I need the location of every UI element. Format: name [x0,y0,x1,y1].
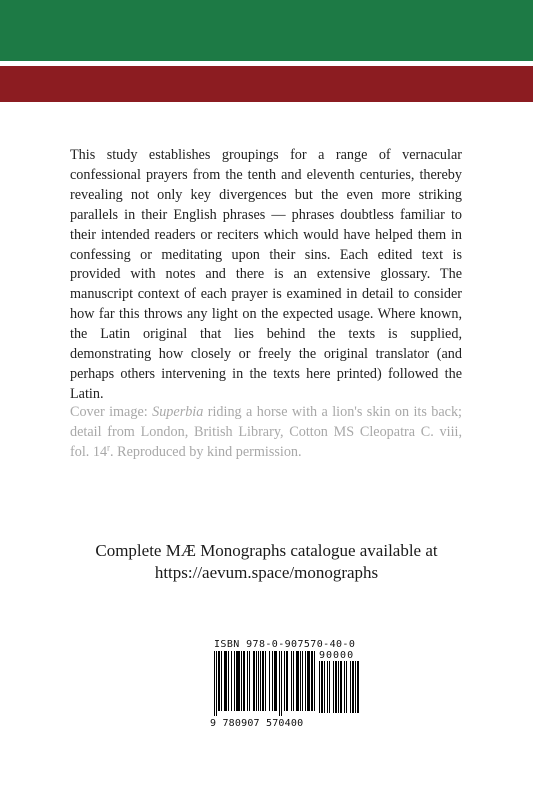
barcode-bar [241,651,242,711]
barcode-bar [258,651,259,711]
barcode-bar [314,651,315,711]
barcode-bar [352,661,354,713]
credit-superscript: r [107,442,111,453]
barcode-bar [307,651,310,711]
barcode-bar [216,651,217,716]
catalogue-url: https://aevum.space/monographs [154,563,379,582]
cover-image-credit [70,403,462,463]
barcode-bar [338,661,339,713]
barcode-bar [291,651,292,711]
barcode-bar [357,661,359,713]
barcode-bar [265,651,266,711]
isbn-barcode [200,636,366,740]
barcode-bar [319,661,320,713]
barcode-bar [311,651,313,711]
top-red-band [0,66,533,102]
barcode-bar [321,661,323,713]
barcode-bar [344,661,345,713]
barcode-bar [243,651,245,711]
barcode-bar [293,651,294,711]
credit-suffix: . Reproduced by kind permission. [110,443,302,460]
barcode-bar [231,651,232,711]
barcode-bar [350,661,351,713]
barcode-bar [260,651,261,711]
barcode-bar [296,651,299,711]
barcode-bar [272,651,273,711]
barcode-bar [236,651,240,711]
barcode-bar [302,651,303,711]
barcode-bar [286,651,288,711]
barcode-bar [284,651,285,711]
barcode-bar [355,661,356,713]
book-description: This study establishes groupings for a range of vernacular confessional prayers from the tenth and eleventh centuries, thereby revealing not only key divergences but the even more striking parallels in their English phrases — phrases doubtless familiar to their intended readers or reciters which would have helped them in confessing or meditating upon their sins. Each edited text is provided with notes and there is an extensive glossary. The manuscript context of each prayer is examined in detail to consider how far this throws any light on the expected usage. Where known, the Latin original that lies behind the texts is supplied, demonstrating how closely or freely the original translator (and perhaps others intervening in the texts here printed) followed the Latin. [70,147,462,402]
barcode-bar [305,651,306,711]
ean-digits: 9 780907 570400 [210,718,304,729]
barcode-bar [224,651,227,711]
barcode-bar [335,661,337,713]
addon-digits: 90000 [319,650,355,661]
ean-barcode-bars [214,651,316,717]
credit-middle: riding a horse with a lion's skin on its back; detail from London, British Library, Cotton MS Cleopatra C. viii, fol. 14 [70,404,462,460]
isbn-label: ISBN 978-0-907570-40-0 [214,639,356,650]
barcode-bar [269,651,270,711]
catalogue-notice [40,540,493,584]
barcode-bar [327,661,328,713]
barcode-bar [249,651,250,711]
barcode-bar [247,651,248,711]
barcode-bar [329,661,330,713]
barcode-bar [218,651,220,711]
top-green-band [0,0,533,61]
credit-italic-title: Superbia [152,404,204,420]
barcode-bar [274,651,277,711]
addon-barcode-bars [319,661,359,717]
barcode-bar [333,661,334,713]
catalogue-line: Complete MÆ Monographs catalogue available at [95,541,438,560]
barcode-bar [256,651,257,711]
barcode-bar [279,651,280,716]
barcode-bar [300,651,301,711]
credit-prefix: Cover image: [70,404,153,420]
barcode-bar [253,651,255,711]
barcode-bar [346,661,347,713]
barcode-bar [340,661,342,713]
barcode-bar [281,651,282,716]
barcode-bar [214,651,215,716]
barcode-bar [262,651,264,711]
barcode-bar [234,651,235,711]
barcode-bar [324,661,325,713]
barcode-bar [221,651,222,711]
barcode-bar [228,651,229,711]
